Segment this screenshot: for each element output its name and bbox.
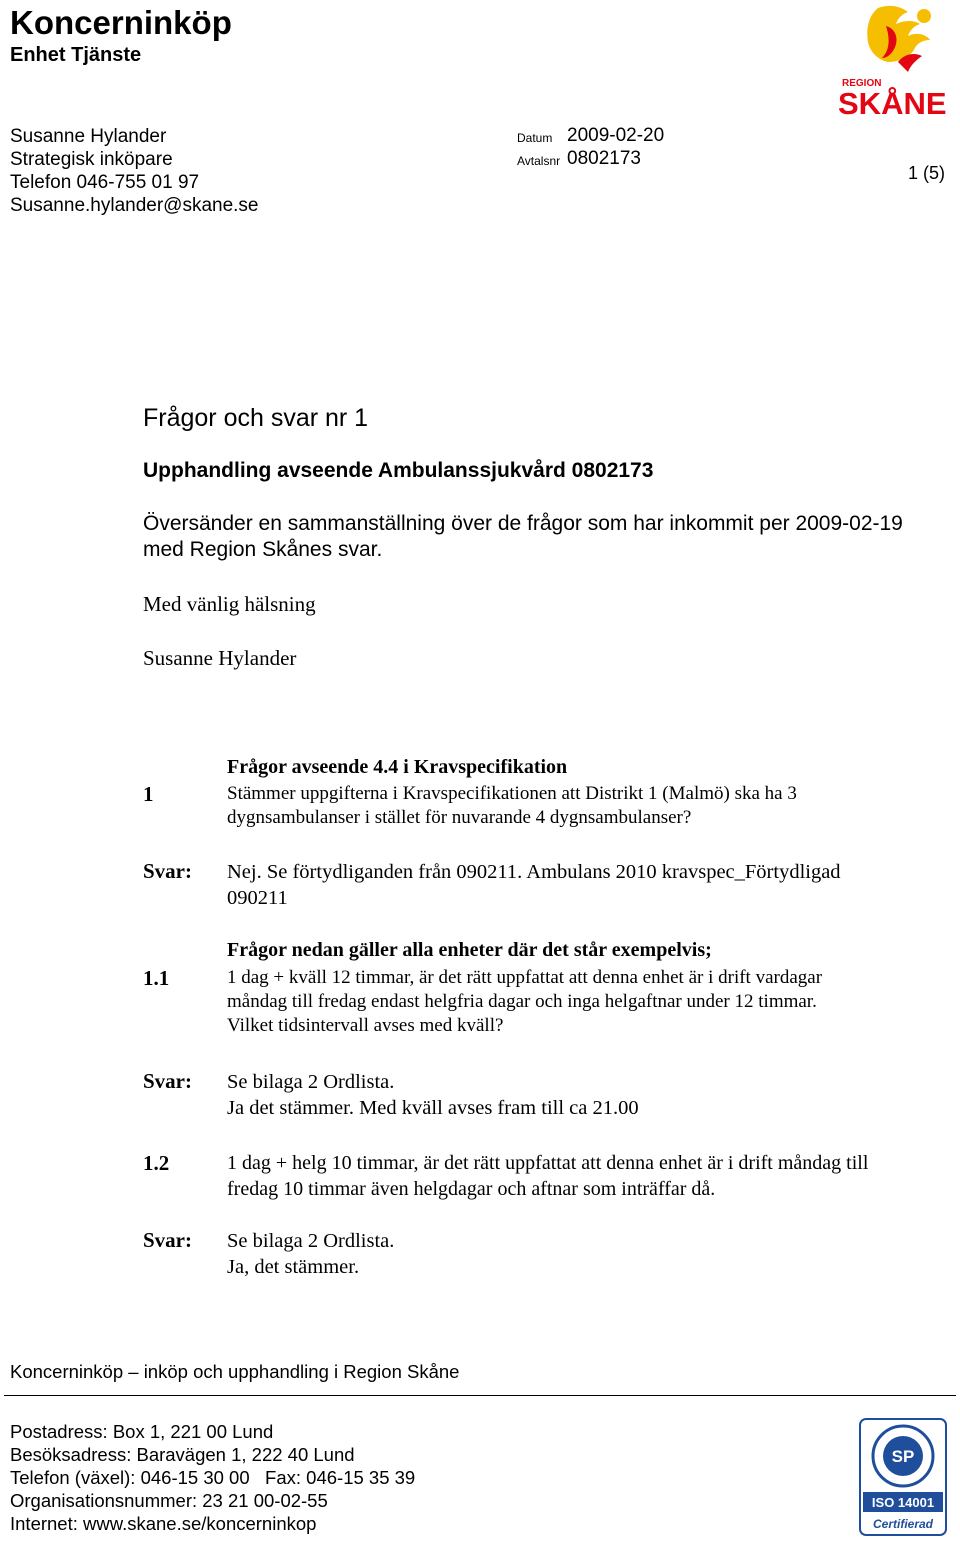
question-number: 1 — [143, 782, 154, 806]
answer-line: Ja det stämmer. Med kväll avses fram till ca 21.00 — [227, 1097, 639, 1119]
question-number: 1.1 — [143, 966, 170, 990]
footer-address — [10, 1420, 415, 1535]
answer-label: Svar: — [143, 859, 192, 883]
answer-text — [227, 1228, 394, 1280]
footer-internet: Internet: www.skane.se/koncerninkop — [10, 1513, 317, 1534]
question-line: fredag 10 timmar även helgdagar och aftnar som inträffar då. — [227, 1178, 716, 1200]
question-line: 1 dag + kväll 12 timmar, är det rätt uppfattat att denna enhet är i drift vardagar — [227, 967, 823, 988]
answer-text — [227, 859, 841, 911]
answer-label: Svar: — [143, 1228, 192, 1252]
iso-status-text: Certifierad — [872, 1517, 934, 1531]
contact-role: Strategisk inköpare — [10, 149, 173, 170]
answer-line: Ja, det stämmer. — [227, 1256, 360, 1278]
footer-title: Koncerninköp – inköp och upphandling i Region Skåne — [10, 1361, 460, 1382]
griffin-emblem-icon — [867, 6, 931, 72]
org-subtitle: Enhet Tjänste — [10, 44, 142, 66]
answer-label: Svar: — [143, 1069, 192, 1093]
footer-phone: Telefon (växel): 046-15 30 00 Fax: 046-15 35 39 — [10, 1467, 416, 1488]
contact-phone: Telefon 046-755 01 97 — [10, 172, 200, 193]
page-number: 1 (5) — [908, 163, 946, 183]
agreement-value: 0802173 — [567, 148, 641, 169]
question-heading: Frågor avseende 4.4 i Kravspecifikation — [227, 756, 568, 778]
answer-text — [227, 1069, 639, 1121]
iso-14001-badge — [859, 1418, 947, 1536]
intro-line: med Region Skånes svar. — [143, 538, 383, 561]
regards: Med vänlig hälsning — [143, 592, 316, 616]
logo-skane-text: SKÅNE — [838, 86, 947, 118]
question-number: 1.2 — [143, 1151, 170, 1175]
region-skane-logo — [838, 2, 956, 118]
footer-orgnr: Organisationsnummer: 23 21 00-02-55 — [10, 1490, 328, 1511]
answer-line: Nej. Se förtydliganden från 090211. Ambulans 2010 kravspec_Förtydligad — [227, 861, 841, 883]
footer-postal: Postadress: Box 1, 221 00 Lund — [10, 1421, 274, 1442]
footer-divider — [4, 1395, 956, 1396]
question-text — [227, 782, 797, 830]
date-value: 2009-02-20 — [567, 125, 665, 146]
question-text — [227, 1150, 868, 1202]
agreement-label: Avtalsnr — [517, 154, 561, 168]
answer-line: 090211 — [227, 887, 288, 909]
iso-sp-mark: SP — [891, 1447, 915, 1466]
answer-line: Se bilaga 2 Ordlista. — [227, 1230, 395, 1252]
signer-name: Susanne Hylander — [143, 646, 297, 670]
intro-text — [143, 511, 933, 563]
iso-standard-text: ISO 14001 — [871, 1495, 935, 1510]
question-line: dygnsambulanser i stället för nuvarande 4 dygnsambulanser? — [227, 807, 692, 828]
document-subtitle: Upphandling avseende Ambulanssjukvård 0802173 — [143, 459, 654, 482]
logo-region-text: REGION — [842, 78, 882, 89]
contact-name: Susanne Hylander — [10, 126, 167, 147]
document-title: Frågor och svar nr 1 — [143, 404, 369, 432]
intro-line: Översänder en sammanställning över de frågor som har inkommit per 2009-02-19 — [143, 512, 903, 535]
question-line: Vilket tidsintervall avses med kväll? — [227, 1015, 504, 1036]
footer-visit: Besöksadress: Baravägen 1, 222 40 Lund — [10, 1444, 355, 1465]
answer-line: Se bilaga 2 Ordlista. — [227, 1071, 395, 1093]
org-title: Koncerninköp — [10, 4, 232, 41]
question-heading: Frågor nedan gäller alla enheter där det står exempelvis; — [227, 939, 712, 961]
question-line: 1 dag + helg 10 timmar, är det rätt uppfattat att denna enhet är i drift måndag till — [227, 1152, 869, 1174]
question-text — [227, 966, 822, 1038]
contact-email: Susanne.hylander@skane.se — [10, 195, 259, 216]
question-line: Stämmer uppgifterna i Kravspecifikationen att Distrikt 1 (Malmö) ska ha 3 — [227, 783, 797, 804]
question-line: måndag till fredag endast helgfria dagar och inga helgaftnar under 12 timmar. — [227, 991, 817, 1012]
date-label: Datum — [517, 131, 553, 145]
